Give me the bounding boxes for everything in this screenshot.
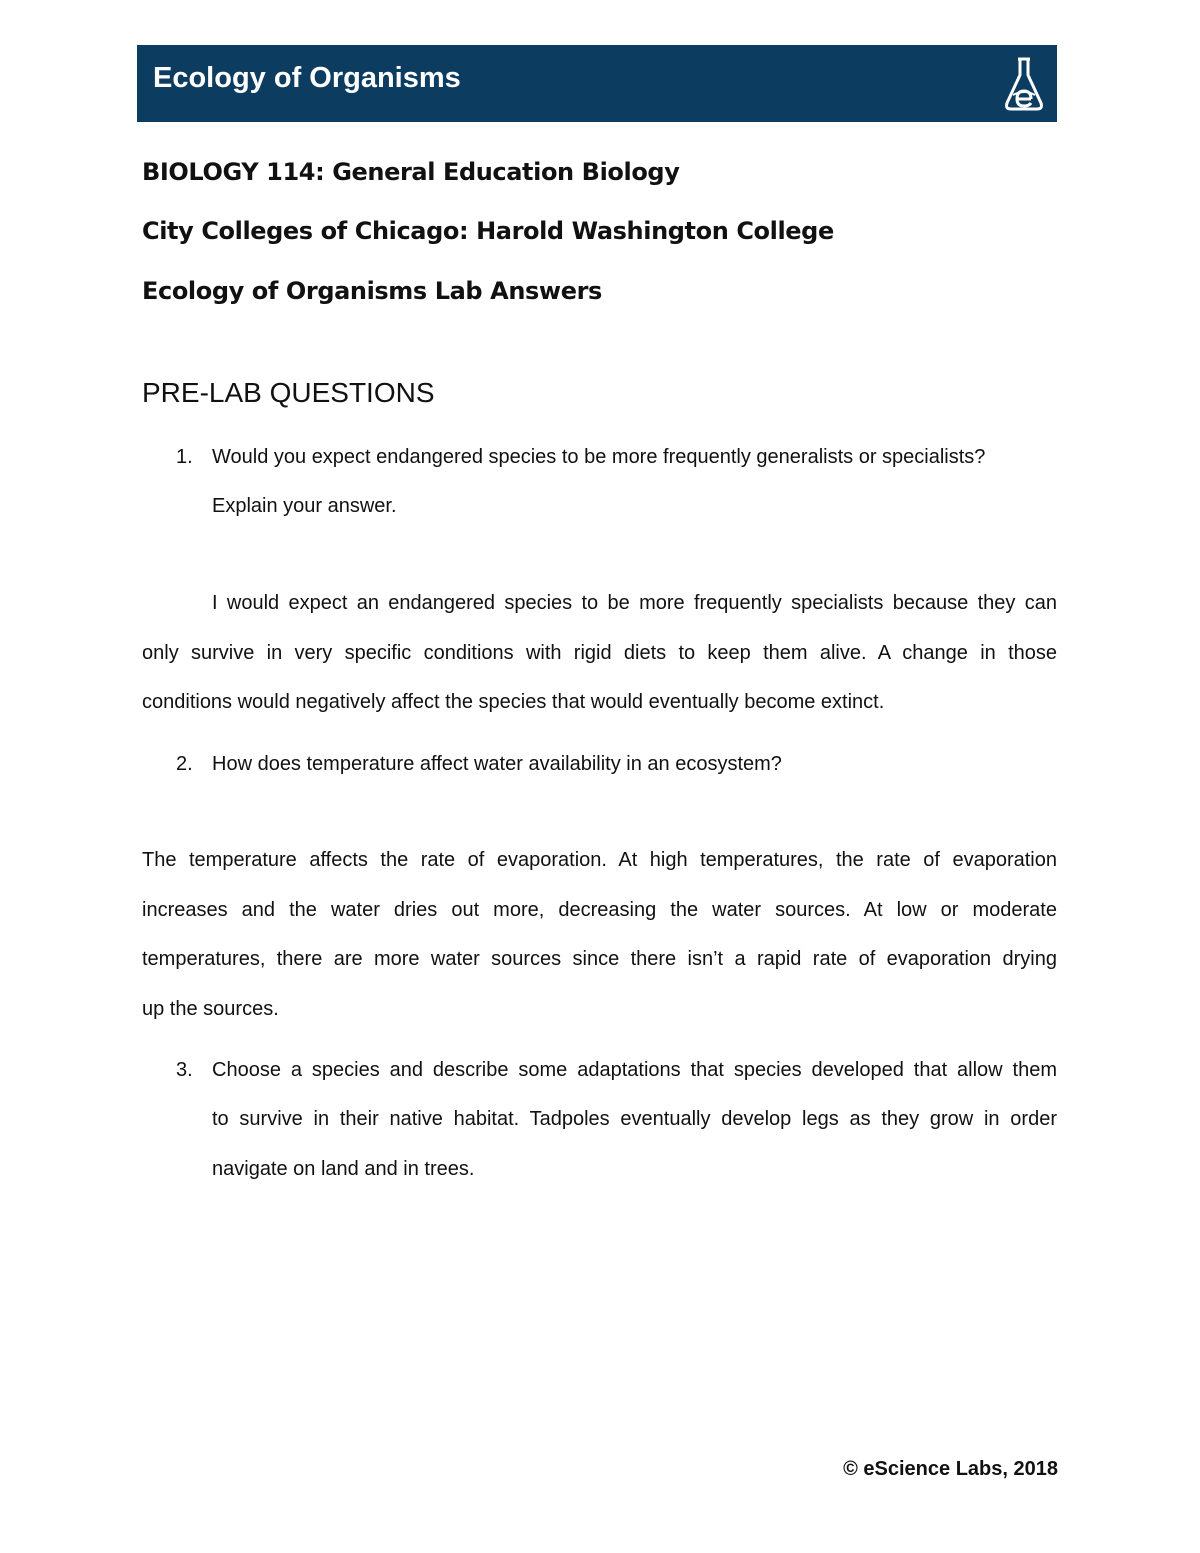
header-banner: [137, 45, 1057, 122]
answer-line: up the sources.: [142, 998, 279, 1020]
flask-e-logo-icon: [1001, 53, 1047, 113]
college-heading: City Colleges of Chicago: Harold Washington College: [142, 217, 834, 245]
question-text-line: navigate on land and in trees.: [212, 1158, 475, 1180]
question-number: 1.: [176, 446, 193, 468]
course-heading: BIOLOGY 114: General Education Biology: [142, 158, 680, 186]
question-text-line: Explain your answer.: [212, 495, 397, 517]
answer-line: only survive in very specific conditions with rigid diets to keep them alive. A change in those: [142, 642, 1057, 664]
copyright-footer: © eScience Labs, 2018: [843, 1458, 1058, 1480]
question-text-line: How does temperature affect water availability in an ecosystem?: [212, 753, 782, 775]
lab-heading: Ecology of Organisms Lab Answers: [142, 277, 602, 305]
answer-line: The temperature affects the rate of evaporation. At high temperatures, the rate of evaporation: [142, 849, 1057, 871]
answer-line: conditions would negatively affect the species that would eventually become extinct.: [142, 691, 885, 713]
header-title: Ecology of Organisms: [153, 62, 461, 94]
question-number: 2.: [176, 753, 193, 775]
question-text-line: Choose a species and describe some adaptations that species developed that allow them: [212, 1059, 1057, 1081]
question-number: 3.: [176, 1059, 193, 1081]
answer-line: I would expect an endangered species to be more frequently specialists because they can: [212, 592, 1057, 614]
answer-line: temperatures, there are more water sources since there isn’t a rapid rate of evaporation drying: [142, 948, 1057, 970]
section-title: PRE-LAB QUESTIONS: [142, 377, 435, 408]
question-text-line: to survive in their native habitat. Tadpoles eventually develop legs as they grow in order: [212, 1108, 1057, 1130]
answer-line: increases and the water dries out more, decreasing the water sources. At low or moderate: [142, 899, 1057, 921]
question-text-line: Would you expect endangered species to be more frequently generalists or specialists?: [212, 446, 986, 468]
